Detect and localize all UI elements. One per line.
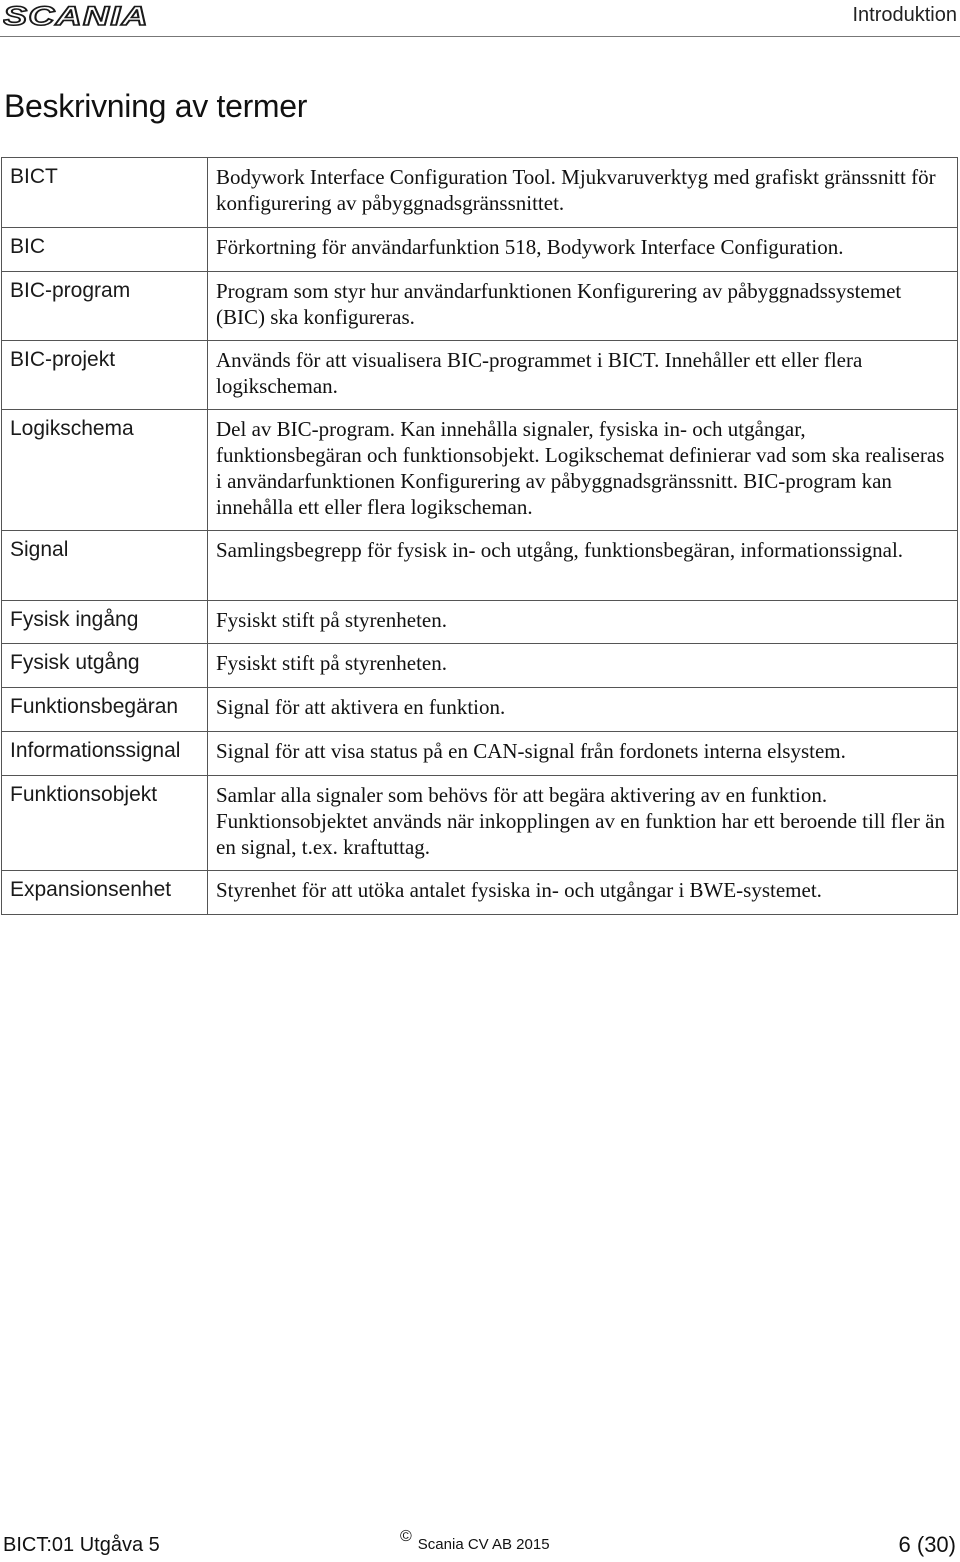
table-row [2, 871, 958, 915]
description-cell: Används för att visualisera BIC-programmet i BICT. Innehåller ett eller flera logikscheman. [208, 341, 958, 410]
table-row [2, 732, 958, 776]
description-cell: Del av BIC-program. Kan innehålla signaler, fysiska in- och utgångar, funktionsbegäran och funktionsobjekt. Logikschemat definierar vad som ska realiseras i användarfunktionen Konfigurering av påbyggnadsgränssnitt. BIC-program kan innehålla ett eller flera logikscheman. [208, 410, 958, 531]
term-cell: BIC-program [2, 272, 208, 341]
table-row [2, 228, 958, 272]
table-row [2, 601, 958, 644]
table-row [2, 644, 958, 688]
table-row [2, 410, 958, 531]
table-row [2, 688, 958, 732]
description-cell: Signal för att aktivera en funktion. [208, 688, 958, 732]
description-cell: Signal för att visa status på en CAN-signal från fordonets interna elsystem. [208, 732, 958, 776]
terms-table [1, 157, 958, 915]
copyright-icon: © [400, 1528, 412, 1545]
table-row [2, 341, 958, 410]
table-row [2, 776, 958, 871]
copyright-text: Scania CV AB 2015 [417, 1536, 550, 1553]
description-cell: Fysiskt stift på styrenheten. [208, 601, 958, 644]
table-row [2, 272, 958, 341]
header-divider [0, 36, 960, 37]
term-cell: Fysisk ingång [2, 601, 208, 644]
term-cell: BIC-projekt [2, 341, 208, 410]
term-cell: Logikschema [2, 410, 208, 531]
svg-text:SCANIA: SCANIA [3, 2, 149, 28]
table-row [2, 531, 958, 601]
term-cell: Funktionsbegäran [2, 688, 208, 732]
description-cell: Program som styr hur användarfunktionen Konfigurering av påbyggnadssystemet (BIC) ska konfigureras. [208, 272, 958, 341]
table-row [2, 158, 958, 228]
term-cell: Expansionsenhet [2, 871, 208, 915]
section-label: Introduktion [852, 4, 957, 26]
page-title: Beskrivning av termer [4, 88, 308, 124]
description-cell: Förkortning för användarfunktion 518, Bodywork Interface Configuration. [208, 228, 958, 272]
term-cell: Funktionsobjekt [2, 776, 208, 871]
document-id: BICT:01 Utgåva 5 [3, 1534, 160, 1556]
term-cell: BICT [2, 158, 208, 228]
term-cell: Signal [2, 531, 208, 601]
page-number: 6 (30) [898, 1532, 956, 1557]
term-cell: Fysisk utgång [2, 644, 208, 688]
page-footer [0, 1530, 960, 1562]
copyright-notice [400, 1528, 550, 1553]
scania-logo [3, 2, 151, 28]
term-cell: Informationssignal [2, 732, 208, 776]
page-header [0, 0, 960, 38]
description-cell: Samlar alla signaler som behövs för att begära aktivering av en funktion. Funktionsobjektet används när inkopplingen av en funktion har ett beroende till fler än en signal, t.ex. kraftuttag. [208, 776, 958, 871]
description-cell: Bodywork Interface Configuration Tool. Mjukvaruverktyg med grafiskt gränssnitt för konfigurering av påbyggnadsgränssnittet. [208, 158, 958, 228]
description-cell: Fysiskt stift på styrenheten. [208, 644, 958, 688]
description-cell: Samlingsbegrepp för fysisk in- och utgång, funktionsbegäran, informationssignal. [208, 531, 958, 601]
description-cell: Styrenhet för att utöka antalet fysiska in- och utgångar i BWE-systemet. [208, 871, 958, 915]
term-cell: BIC [2, 228, 208, 272]
